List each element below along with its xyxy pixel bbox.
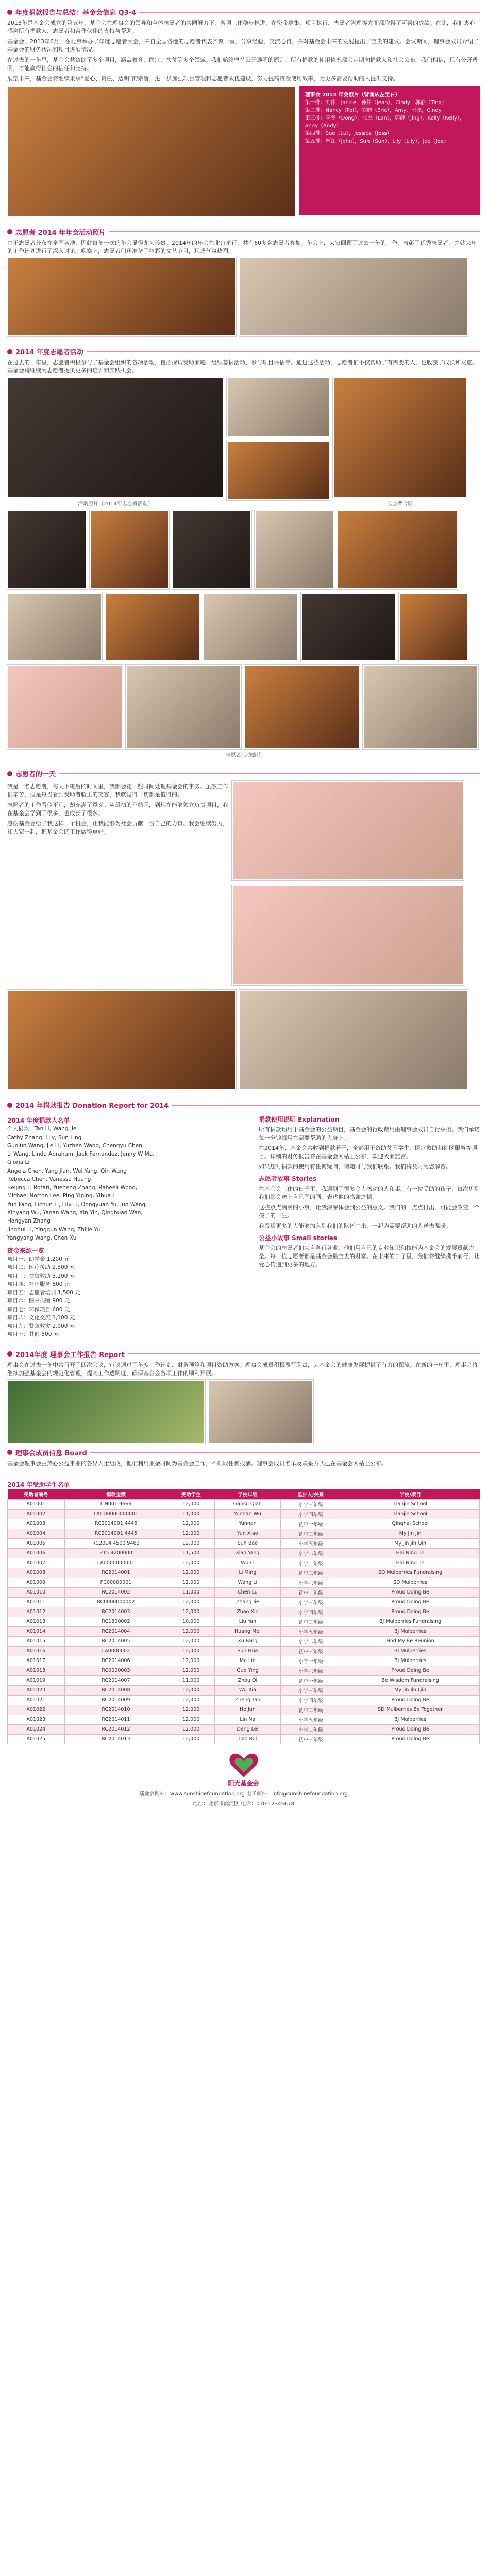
table-cell: 小学三年级 [280,1499,341,1509]
table-cell: My Jin Jin Qin [341,1685,480,1695]
bullet-icon [7,771,12,776]
table-cell: He Jun [215,1705,281,1715]
table-cell: 小学三年级 [280,1685,341,1695]
table-header-cell: 监护人/关系 [280,1489,341,1500]
table-cell: A01021 [8,1695,65,1705]
table-cell: Proud Doing Be [341,1597,480,1607]
activity-photo [172,510,251,589]
table-cell: 小学五年级 [280,1626,341,1636]
table-row [8,1607,480,1617]
table-cell: RC2014008 [64,1685,167,1695]
table-cell: RC2014002 [64,1587,167,1597]
table-cell: Yunnan [215,1519,281,1529]
section-volunteer-activities: 2014 年度志愿者活动 在过去的一年里，志愿者积极参与了基金会组织的各项活动，包括探访受助家庭、组织募捐活动、参与项目评估等。通过这些活动，志愿者们不仅帮助了有需要的人，也收获了成长和友谊。基金会将继续为志愿者提供更多的培训和实践机会。 活动照片（2014年志愿者活动） 志愿者合影 志愿者活动照片 [0,340,487,761]
table-row [8,1529,480,1538]
event-photo [239,990,468,1090]
table-cell: A01008 [8,1568,65,1578]
table-cell: Tianjin School [341,1499,480,1509]
table-cell: A01003 [8,1519,65,1529]
activity-photo [227,377,330,437]
table-cell: 小学五年级 [280,1538,341,1548]
table-cell: A01024 [8,1724,65,1734]
table-cell: Proud Doing Be [341,1734,480,1744]
table-cell: 小学四年级 [280,1695,341,1705]
table-cell: 12,000 [167,1636,215,1646]
table-row [8,1548,480,1558]
table-cell: 12,000 [167,1626,215,1636]
table-cell: 小学二年级 [280,1724,341,1734]
table-cell: 初中三年级 [280,1734,341,1744]
table-cell: SD Mulberries [341,1578,480,1587]
table-row [8,1724,480,1734]
table-cell: LIN001 9666 [64,1499,167,1509]
table-cell: Zhang Jie [215,1597,281,1607]
table-cell: 12,000 [167,1685,215,1695]
table-cell: RC2014006 [64,1656,167,1666]
table-row [8,1705,480,1715]
table-cell: 12,000 [167,1519,215,1529]
table-cell: Proud Doing Be [341,1724,480,1734]
table-cell: A01019 [8,1675,65,1685]
table-cell: A01004 [8,1529,65,1538]
activity-photo [7,510,87,589]
table-cell: A01025 [8,1734,65,1744]
paragraph: 在过去的一年里，基金会共资助了多个项目，涵盖教育、医疗、扶贫等多个领域。我们始终坚持公开透明的原则，所有捐款的使用情况都会定期向捐款人和社会公布。我们相信，只有公开透明，才能赢得社会的信任和支持。 [7,56,478,72]
table-cell: Wang Li [215,1578,281,1587]
table-cell: 初中一年级 [280,1587,341,1597]
table-cell: Chen Lu [215,1587,281,1597]
table-cell: RC2014009 [64,1695,167,1705]
table-cell: 初中三年级 [280,1646,341,1656]
table-cell: RC2014003 [64,1607,167,1617]
table-cell: Proud Doing Be [341,1587,480,1597]
table-cell: RC2014001 [64,1568,167,1578]
table-row [8,1597,480,1607]
table-cell: Liu Yan [215,1617,281,1626]
table-cell: Z15 4200000 [64,1548,167,1558]
table-cell: Yunnan Wu [215,1509,281,1519]
table-cell: Zhao Xin [215,1607,281,1617]
footer: 阳光基金会 基金会网站：www.sunshinefoundation.org 电子邮件：info@sunshinefoundation.org 地址：北京市海淀区 电话：010-12345678 [0,1748,487,1814]
table-cell: Wu Li [215,1558,281,1568]
table-cell: Tianjin School [341,1509,480,1519]
table-cell: BJ Mulberries [341,1656,480,1666]
table-cell: Ma Lin [215,1656,281,1666]
table-cell: My Jin Jin Qin [341,1538,480,1548]
table-cell: SD Mulberries Fundraising [341,1568,480,1578]
table-cell: 11,000 [167,1587,215,1597]
event-photo [7,990,236,1090]
table-cell: Proud Doing Be [341,1607,480,1617]
table-cell: 12,000 [167,1568,215,1578]
table-cell: My Jin Jin [341,1529,480,1538]
table-header-row [8,1489,480,1500]
table-cell: 小学一年级 [280,1656,341,1666]
table-cell: LA0000002 [64,1646,167,1656]
table-cell: Zhou Qi [215,1675,281,1685]
table-cell: 10,000 [167,1617,215,1626]
table-cell: RC2014 4500 9462 [64,1538,167,1548]
table-cell: 小学二年级 [280,1548,341,1558]
table-cell: A01009 [8,1578,65,1587]
table-header-cell: 受助学生 [167,1489,215,1500]
table-row [8,1646,480,1656]
table-cell: 小学四年级 [280,1607,341,1617]
activity-photo [255,510,334,589]
table-row [8,1509,480,1519]
table-row [8,1558,480,1568]
table-row [8,1519,480,1529]
baby-photo [232,885,464,985]
table-row [8,1636,480,1646]
activity-photo [7,665,123,749]
table-cell: 11,500 [167,1548,215,1558]
table-row [8,1695,480,1705]
activity-photo [7,592,102,662]
table-cell: RC2014001 4445 [64,1529,167,1538]
table-cell: A01013 [8,1617,65,1626]
table-cell: 小学一年级 [280,1558,341,1568]
table-cell: 12,000 [167,1646,215,1656]
table-cell: Cao Rui [215,1734,281,1744]
table-cell: Li Ming [215,1568,281,1578]
table-cell: 12,000 [167,1499,215,1509]
bullet-icon [7,229,12,234]
table-cell: 12,000 [167,1597,215,1607]
table-cell: RC0000000002 [64,1597,167,1607]
table-cell: Hai Ning Jin [341,1548,480,1558]
table-cell: BJ Mulberries Fundraising [341,1617,480,1626]
table-cell: 12,000 [167,1695,215,1705]
scenery-photo [208,1380,313,1444]
table-row [8,1499,480,1509]
section-volunteer-meeting: 志愿者 2014 年年会活动照片 由于志愿者分布在全国各地，因此每年一次的年会显得尤为珍贵。2014年的年会在北京举行，共有60多名志愿者参加。年会上，大家回顾了过去一年的工作，表彰了优秀志愿者，并就来年的工作计划进行了深入讨论。晚宴上，志愿者们还准备了精彩的文艺节目，现场气氛热烈。 [0,220,487,340]
table-cell: 12,000 [167,1538,215,1548]
table-cell: A01023 [8,1715,65,1724]
paragraph: 基金会于2013年6月，在北京举办了年度志愿者大会，来自全国各地的志愿者代表齐聚一堂，分享经验，交流心得，并对基金会未来的发展提出了宝贵的建议。会议期间，理事会成员介绍了基金会的财务状况和项目进展情况。 [7,38,479,53]
section-volunteer-day: 志愿者的一天 我是一名志愿者，每天下班后的时间里，我都会花一些时间处理基金会的事务。虽然工作很辛苦，但是每当看到受助者脸上的笑容，我就觉得一切都是值得的。 志愿者的工作看似平凡，却充满了意义。从最初的不熟悉，到现在能够独立负责项目，我在基金会学到了很多，也成长了很多。 感谢基金会给了我这样一个机会，让我能够为社会贡献一份自己的力量。我会继续努力，和大家一起，把基金会的工作做得更好。 [0,761,487,1093]
table-cell: A01018 [8,1666,65,1675]
table-cell: A01007 [8,1558,65,1568]
activity-photo [126,665,241,749]
section-board-report: 2014年度 理事会工作报告 Report 理事会在过去一年中共召开了四次会议，审议通过了年度工作计划、财务预算和项目资助方案。理事会成员积极履行职责，为基金会的健康发展提供了有力的保障。在新的一年里，理事会将继续加强基金会的规范化管理，提高工作透明度，确保基金会各项工作的顺利开展。 理事会成员信息 Board 基金会理事会由热心公益事业的各界人士组成，他们利用业余时间为基金会工作，不领取任何报酬。理事会成员名单及联系方式已在基金会网站上公布。 [0,1342,487,1473]
table-cell: 初中一年级 [280,1519,341,1529]
table-cell: RC2014005 [64,1636,167,1646]
board-photo-row [7,86,480,217]
table-header-cell: 受助者编号 [8,1489,65,1500]
heart-logo-icon [228,1752,259,1778]
table-cell: Qinghai School [341,1519,480,1529]
activity-photo [90,510,169,589]
table-cell: RC2014001 4446 [64,1519,167,1529]
table-cell: A01001 [8,1499,65,1509]
table-cell: BJ Mulberries [341,1626,480,1636]
table-cell: RC1300002 [64,1617,167,1626]
table-row [8,1656,480,1666]
table-cell: 12,000 [167,1666,215,1675]
table-cell: A01012 [8,1607,65,1617]
table-cell: 12,000 [167,1656,215,1666]
table-cell: A01015 [8,1636,65,1646]
table-cell: A01017 [8,1656,65,1666]
activity-photo [203,592,298,662]
table-cell: RC2014007 [64,1675,167,1685]
table-cell: 初中三年级 [280,1568,341,1578]
scenery-photo [7,1380,205,1444]
activity-photo [333,377,467,498]
table-cell: 12,000 [167,1705,215,1715]
table-cell: 初中二年级 [280,1705,341,1715]
table-cell: RC0000003 [64,1666,167,1675]
section-donation-report: 2014 年捐款报告 Donation Report for 2014 2014 年度捐款人名单 个人捐款：Tan Li, Wang Jie Cathy Zhang, Lily, Sun Ling Guojun Wang, Jie Li, Yuzhen Wang, Chengyu Chen, Li Wang, Linda Abraham, Jack Fernández, Jenny W Ma, Gloria Li Angela Chen, Yang Jian, Wei Yang, Qin Wang Rebecca Chen, Vanessa Huang Beijing Li Rotari, Yueheng Zhang, Raheeli Wood, Michael Norton Lee, Ping Yiping, Yihua Li Yun Fang, Lichun Li, Lily Li, Dongyuan Yu, Jun Wang, Xinyang Wu, Yanan Wang, Xin Yin, Qinghuan Wan, Hongyan Zhang Jinghui Li, Yingqun Wang, Zhijie Yu Yangyang Wang, Chen Xu 资金来源一览 项目一：助学金 1,200 元 项目二：医疗援助 2,500 元 项目三：扶贫救助 3,100 元 项目四：社区服务 800 元 项目五：志愿者培训 1,500 元 项目六：图书捐赠 900 元 项目七：环保项目 600 元 项目八：文化交流 1,100 元 项目九：紧急救灾 2,000 元 项目十：其他 500 元 捐款使用说明 Explanation 所有捐款均用于基金会的公益项目，基金会的行政费用由理事会成员自行承担。我们承诺每一分钱都用在需要帮助的人身上。 在2014年，基金会共收到捐款若干，全部用于资助贫困学生、医疗救助和社区服务等项目。详细的财务报告将在基金会网站上公布，欢迎大家监督。 如果您对捐款的使用有任何疑问，请随时与我们联系。我们将及时为您解答。 志愿者故事 Stories 在基金会工作的日子里，我遇到了很多令人感动的人和事。有一位受助的孩子，每次见到我们都会送上自己画的画，表达他的感谢之情。 这些点点滴滴的小事，让我深深体会到公益的意义。我们的一点点付出，可能会改变一个孩子的一生。 我希望更多的人能够加入到我们的队伍中来，一起为需要帮助的人送去温暖。 公益小故事 Small stories 基金会的志愿者们来自各行各业，他们用自己的专业知识和技能为基金会的发展贡献力量。每一位志愿者都是基金会最宝贵的财富。在未来的日子里，我们将继续携手前行，让爱心传递到更多的地方。 [7,1102,480,1338]
table-row [8,1675,480,1685]
table-row [8,1626,480,1636]
section-title: 年度捐款报告与总结：基金会信息 Q3-4 [7,7,480,17]
activity-photo [337,510,458,589]
bullet-icon [7,349,12,354]
table-cell: Lin Na [215,1715,281,1724]
table-cell: 小学四年级 [280,1509,341,1519]
table-cell: Xu Fang [215,1636,281,1646]
table-cell: Xiao Yang [215,1548,281,1558]
table-cell: 初中一年级 [280,1675,341,1685]
table-cell: PC00000001 [64,1578,167,1587]
table-cell: 小学五年级 [280,1715,341,1724]
table-cell: BJ Mulberries [341,1646,480,1656]
table-row [8,1734,480,1744]
section-recipient-table: 2014 年受助学生名单 受助者编号 捐款金额 受助学生 学校年级 监护人/关系 学校/项目 A01001 LIN001 9666 12,000 Gansu Qian 小学三年级 Tianjin School A01002 LACO0000000001 11,000 Yunnan Wu 小学四年级 Tianjin School A01003 RC2014001 4446 12,000 Yunnan 初中一年级 Qinghai School A01004 RC2014001 4445 12,000 Yun Xiao 初中二年级 My Jin Jin A01005 RC2014 4500 9462 12,000 Sun Bao 小学五年级 My Jin Jin Qin A01006 Z15 4200000 11,500 Xiao Yang 小学二年级 Hai Ning Jin A01007 LA0000000001 12,000 Wu Li 小学一年级 Hai Ning Jin A01008 RC2014001 12,000 Li Ming 初中三年级 SD Mulberries Fundraising A01009 PC00000001 12,000 Wang Li 小学六年级 SD Mulberries A01010 RC2014002 11,000 Chen Lu 初中一年级 Proud Doing Be A01011 RC0000000002 12,000 Zhang Jie 小学三年级 Proud Doing Be A01012 RC2014003 12,000 Zhao Xin 小学四年级 Proud Doing Be A01013 RC1300002 10,000 Liu Yan 初中二年级 BJ Mulberries Fundraising A01014 RC2014004 12,000 Huang Mei 小学五年级 BJ Mulberries A01015 RC2014005 12,000 Xu Fang 小学二年级 Find My Be Reunion A01016 LA0000002 12,000 Sun Hua 初中三年级 BJ Mulberries A01017 RC2014006 12,000 Ma Lin 小学一年级 BJ Mulberries A01018 RC0000003 12,000 Guo Ying 小学六年级 Proud Doing Be A01019 RC2014007 11,000 Zhou Qi 初中一年级 Be Wisdom Fundraising A01020 RC2014008 12,000 Wu Xia 小学三年级 My Jin Jin Qin A01021 RC2014009 12,000 Zheng Tao 小学四年级 Proud Doing Be A01022 RC2014010 12,000 He Jun 初中二年级 SD Mulberries Be Together A01023 RC2014011 12,000 Lin Na 小学五年级 BJ Mulberries A01024 RC2014012 12,000 Deng Lei 小学二年级 Proud Doing Be A01025 RC2014013 12,000 Cao Rui 初中三年级 Proud Doing Be [0,1473,487,1748]
table-cell: 12,000 [167,1529,215,1538]
table-cell: A01006 [8,1548,65,1558]
recipient-table [7,1489,480,1744]
table-cell: Proud Doing Be [341,1666,480,1675]
table-cell: 12,000 [167,1607,215,1617]
table-cell: Huang Mei [215,1626,281,1636]
bullet-icon [7,10,12,15]
table-header-cell: 学校/项目 [341,1489,480,1500]
table-cell: RC2014004 [64,1626,167,1636]
table-cell: 初中二年级 [280,1529,341,1538]
section-annual-report [0,0,487,220]
table-cell: A01016 [8,1646,65,1656]
table-cell: SD Mulberries Be Together [341,1705,480,1715]
table-cell: Yun Xiao [215,1529,281,1538]
table-cell: 小学三年级 [280,1597,341,1607]
activity-photo [363,665,478,749]
table-cell: Sun Hua [215,1646,281,1656]
table-cell: Guo Ying [215,1666,281,1675]
table-cell: BJ Mulberries [341,1715,480,1724]
activity-photo [7,377,224,498]
activity-photo [244,665,360,749]
table-cell: A01022 [8,1705,65,1715]
table-cell: Be Wisdom Fundraising [341,1675,480,1685]
table-cell: Find My Be Reunion [341,1636,480,1646]
table-cell: LA0000000001 [64,1558,167,1568]
table-cell: Deng Lei [215,1724,281,1734]
table-cell: A01014 [8,1626,65,1636]
table-cell: 12,000 [167,1578,215,1587]
table-cell: 小学六年级 [280,1666,341,1675]
table-cell: 初中二年级 [280,1617,341,1626]
table-row [8,1666,480,1675]
table-row [8,1568,480,1578]
table-row [8,1685,480,1695]
table-row [8,1617,480,1626]
table-cell: Gansu Qian [215,1499,281,1509]
activity-photo [399,592,468,662]
table-cell: 11,000 [167,1509,215,1519]
table-cell: Hai Ning Jin [341,1558,480,1568]
table-cell: 12,000 [167,1715,215,1724]
bullet-icon [7,1450,12,1455]
activity-photo [105,592,200,662]
table-row [8,1587,480,1597]
baby-photo [232,781,464,880]
table-cell: LACO0000000001 [64,1509,167,1519]
table-cell: RC2014012 [64,1724,167,1734]
table-cell: RC2014011 [64,1715,167,1724]
table-cell: Sun Bao [215,1538,281,1548]
bullet-icon [7,1103,12,1108]
table-header-cell: 学校年级 [215,1489,281,1500]
table-cell: RC2014013 [64,1734,167,1744]
table-cell: 12,000 [167,1734,215,1744]
table-cell: A01010 [8,1587,65,1597]
table-header-cell: 捐款金额 [64,1489,167,1500]
table-cell: Proud Doing Be [341,1695,480,1705]
table-cell: A01002 [8,1509,65,1519]
table-cell: 12,000 [167,1724,215,1734]
table-cell: A01005 [8,1538,65,1548]
activity-photo [227,440,330,500]
activity-photo [301,592,396,662]
event-photo [239,257,468,336]
table-cell: 11,000 [167,1675,215,1685]
paragraph: 展望未来，基金会将继续秉承“爱心、责任、透明”的宗旨，进一步加强项目管理和志愿者队伍建设，努力提高资金使用效率，为更多需要帮助的人提供支持。 [7,75,399,82]
table-row [8,1715,480,1724]
table-cell: A01011 [8,1597,65,1607]
paragraph: 2013年是基金会成立的第五年，基金会在理事会的领导和全体志愿者的共同努力下，各项工作稳步推进，在资金募集、项目执行、志愿者管理等方面都取得了可喜的成绩。在此，我们衷心感谢所有捐款人、志愿者和合作伙伴的支持与帮助。 [7,20,475,35]
table-cell: 小学六年级 [280,1578,341,1587]
table-cell: A01020 [8,1685,65,1695]
table-cell: Zheng Tao [215,1695,281,1705]
table-cell: RC2014010 [64,1705,167,1715]
table-cell: 12,000 [167,1558,215,1568]
table-cell: Wu Xia [215,1685,281,1695]
board-group-photo [7,86,296,217]
event-photo [7,257,236,336]
table-cell: 小学二年级 [280,1636,341,1646]
board-photo-caption-box: 理事会 2013 年会照片（背面从左至右） 第一排：刘伟，Jackie，孙伟（Jean），Cindy，郭静（Tina） 第二排：Nancy（Fei），刘鹏（Eric），Amy，王亮，Cindy 第三排：李冬（Dong），张兰（Lan），郭静（Jing），Kelly（Kelly），Andy（Andy） 第四排：Sue（Lu），Jessica（Jess） 第五排：林江（John），Sun（Sun），Lily（Lily），Joe（Joe） [299,86,480,215]
table-row [8,1538,480,1548]
table-row [8,1578,480,1587]
bullet-icon [7,1351,12,1357]
